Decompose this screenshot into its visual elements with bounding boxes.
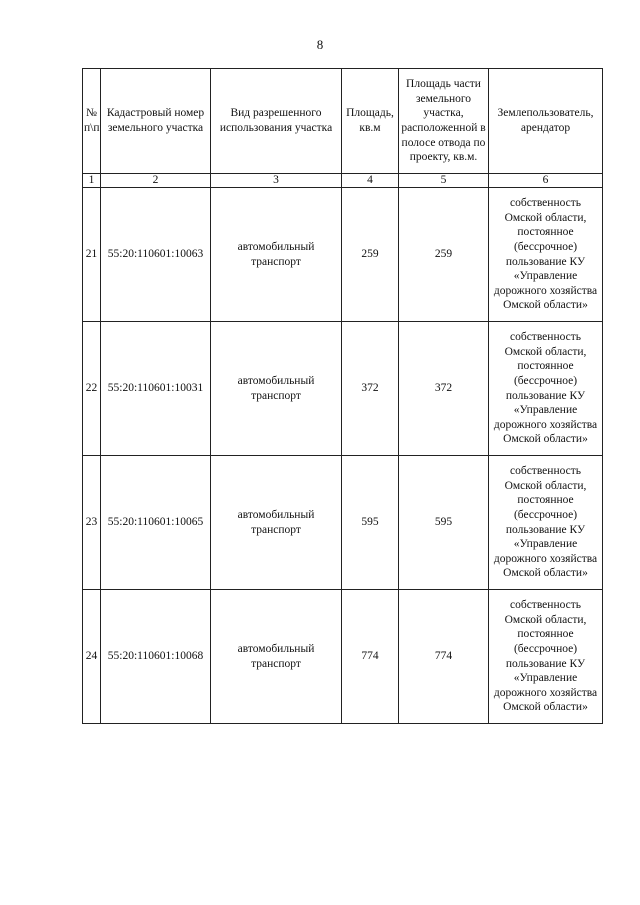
header-permitted-use: Вид разрешенного использования участка: [211, 69, 342, 174]
header-part-area: Площадь части земельного участка, расположенной в полосе отвода по проекту, кв.м.: [399, 69, 489, 174]
area: 259: [342, 188, 399, 322]
cadastral-number: 55:20:110601:10068: [101, 590, 211, 724]
header-owner: Землепользователь, арендатор: [489, 69, 603, 174]
permitted-use: автомобильный транспорт: [211, 590, 342, 724]
owner: собственность Омской области, постоянное (бессрочное) пользование КУ «Управление дорожного хозяйства Омской области»: [489, 590, 603, 724]
area: 372: [342, 322, 399, 456]
header-number: № п\п: [83, 69, 101, 174]
part-area: 372: [399, 322, 489, 456]
part-area: 774: [399, 590, 489, 724]
column-number: 5: [399, 174, 489, 188]
table-row: [83, 322, 603, 456]
part-area: 259: [399, 188, 489, 322]
page-number: 8: [316, 37, 324, 52]
owner: собственность Омской области, постоянное (бессрочное) пользование КУ «Управление дорожного хозяйства Омской области»: [489, 188, 603, 322]
land-plots-table: [82, 68, 603, 724]
cadastral-number: 55:20:110601:10063: [101, 188, 211, 322]
column-number-row: [83, 174, 603, 188]
cadastral-number: 55:20:110601:10065: [101, 456, 211, 590]
cadastral-number: 55:20:110601:10031: [101, 322, 211, 456]
column-number: 3: [211, 174, 342, 188]
row-number: 24: [83, 590, 101, 724]
column-number: 6: [489, 174, 603, 188]
owner: собственность Омской области, постоянное (бессрочное) пользование КУ «Управление дорожного хозяйства Омской области»: [489, 456, 603, 590]
column-number: 2: [101, 174, 211, 188]
column-number: 4: [342, 174, 399, 188]
row-number: 23: [83, 456, 101, 590]
table-header-row: [83, 69, 603, 174]
row-number: 21: [83, 188, 101, 322]
table-row: [83, 456, 603, 590]
column-number: 1: [83, 174, 101, 188]
header-cadastral: Кадастровый номер земельного участка: [101, 69, 211, 174]
permitted-use: автомобильный транспорт: [211, 188, 342, 322]
part-area: 595: [399, 456, 489, 590]
area: 595: [342, 456, 399, 590]
permitted-use: автомобильный транспорт: [211, 456, 342, 590]
header-area: Площадь, кв.м: [342, 69, 399, 174]
row-number: 22: [83, 322, 101, 456]
table-row: [83, 188, 603, 322]
owner: собственность Омской области, постоянное (бессрочное) пользование КУ «Управление дорожного хозяйства Омской области»: [489, 322, 603, 456]
table-row: [83, 590, 603, 724]
permitted-use: автомобильный транспорт: [211, 322, 342, 456]
area: 774: [342, 590, 399, 724]
